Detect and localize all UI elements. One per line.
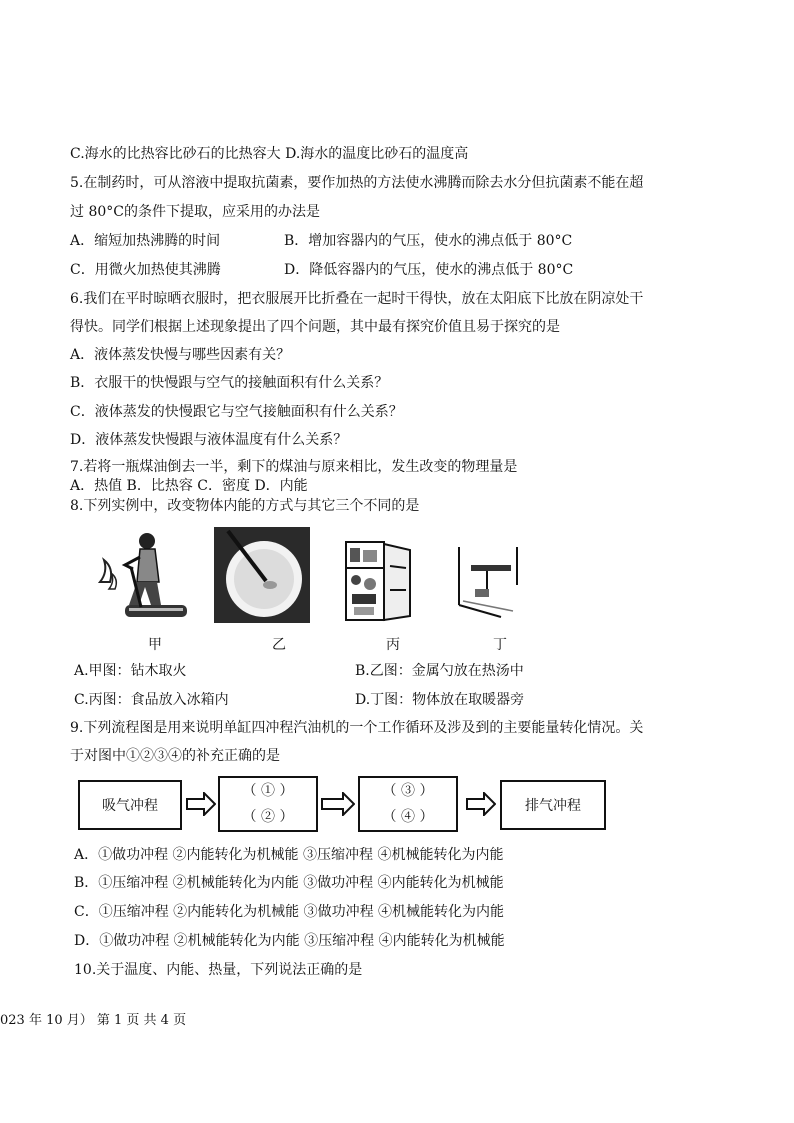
q8-option-a: A.甲图：钻木取火: [74, 663, 187, 679]
q6-option-a: A．液体蒸发快慢与哪些因素有关？: [70, 347, 291, 363]
caption-bing: 丙: [386, 637, 400, 653]
q4-options-cd: C.海水的比热容比砂石的比热容大 D.海水的温度比砂石的温度高: [70, 146, 469, 162]
q9-option-a: A．①做功冲程 ②内能转化为机械能 ③压缩冲程 ④机械能转化为内能: [74, 847, 504, 863]
q9-option-d: D．①做功冲程 ②机械能转化为内能 ③压缩冲程 ④内能转化为机械能: [74, 933, 505, 949]
q6-option-b: B．衣服干的快慢跟与空气的接触面积有什么关系？: [70, 375, 389, 391]
q6-option-c: C．液体蒸发的快慢跟它与空气接触面积有什么关系？: [70, 404, 403, 420]
figure-jia-drilling-wood: [95, 527, 191, 627]
flow-box-step-3-4: [358, 776, 458, 832]
flow-arrow-3-icon: [466, 792, 496, 816]
flow-box-exhaust-stroke: [500, 780, 606, 830]
q8-stem: 8.下列实例中，改变物体内能的方式与其它三个不同的是: [70, 498, 420, 514]
q6-stem-line2: 得快。同学们根据上述现象提出了四个问题，其中最有探究价值且易于探究的是: [70, 319, 560, 335]
flow-box-exhaust-label: 排气冲程: [525, 798, 581, 814]
figure-yi-spoon-in-soup: [214, 527, 310, 623]
flow-blank-2: （ ② ）: [242, 809, 294, 825]
flow-box-intake-stroke: [78, 780, 182, 830]
q8-option-b: B.乙图：金属勺放在热汤中: [355, 663, 524, 679]
q9-option-c: C．①压缩冲程 ②内能转化为机械能 ③做功冲程 ④机械能转化为内能: [74, 904, 505, 920]
flow-box-intake-label: 吸气冲程: [102, 798, 158, 814]
q7-stem: 7.若将一瓶煤油倒去一半，剩下的煤油与原来相比，发生改变的物理量是: [70, 459, 518, 475]
q5-option-a: A．缩短加热沸腾的时间: [70, 233, 221, 249]
figure-bing-refrigerator: [344, 540, 414, 622]
q5-option-b: B．增加容器内的气压，使水的沸点低于 80°C: [284, 233, 573, 249]
q8-option-d: D.丁图：物体放在取暖器旁: [355, 692, 525, 708]
q7-options: A．热值 B．比热容 C．密度 D．内能: [70, 478, 308, 494]
q9-option-b: B．①压缩冲程 ②机械能转化为内能 ③做功冲程 ④内能转化为机械能: [74, 875, 504, 891]
q8-option-c: C.丙图：食品放入冰箱内: [74, 692, 229, 708]
caption-ding: 丁: [493, 637, 507, 653]
page-footer: 023 年 10 月） 第 1 页 共 4 页: [0, 1013, 187, 1028]
q5-stem-line1: 5.在制药时，可从溶液中提取抗菌素，要作加热的方法使水沸腾而除去水分但抗菌素不能在超: [70, 175, 644, 191]
caption-yi: 乙: [272, 637, 286, 653]
figure-ding-heater: [457, 545, 527, 619]
q5-option-d: D．降低容器内的气压，使水的沸点低于 80°C: [284, 262, 574, 278]
flow-blank-3: （ ③ ）: [382, 783, 434, 799]
q9-stem-line1: 9.下列流程图是用来说明单缸四冲程汽油机的一个工作循环及涉及到的主要能量转化情况。关: [70, 720, 644, 736]
q10-stem: 10.关于温度、内能、热量，下列说法正确的是: [74, 962, 363, 978]
caption-jia: 甲: [148, 637, 162, 653]
flow-arrow-1-icon: [186, 792, 216, 816]
q6-option-d: D．液体蒸发快慢跟与液体温度有什么关系？: [70, 432, 348, 448]
q6-stem-line1: 6.我们在平时晾晒衣服时，把衣服展开比折叠在一起时干得快，放在太阳底下比放在阴凉处干: [70, 291, 644, 307]
flow-blank-1: （ ① ）: [242, 783, 294, 799]
q5-option-c: C．用微火加热使其沸腾: [70, 262, 221, 278]
flow-arrow-2-icon: [321, 792, 355, 816]
flow-blank-4: （ ④ ）: [382, 809, 434, 825]
q9-stem-line2: 于对图中①②③④的补充正确的是: [70, 748, 280, 764]
q5-stem-line2: 过 80°C的条件下提取，应采用的办法是: [70, 204, 320, 220]
flow-box-step-1-2: [218, 776, 318, 832]
